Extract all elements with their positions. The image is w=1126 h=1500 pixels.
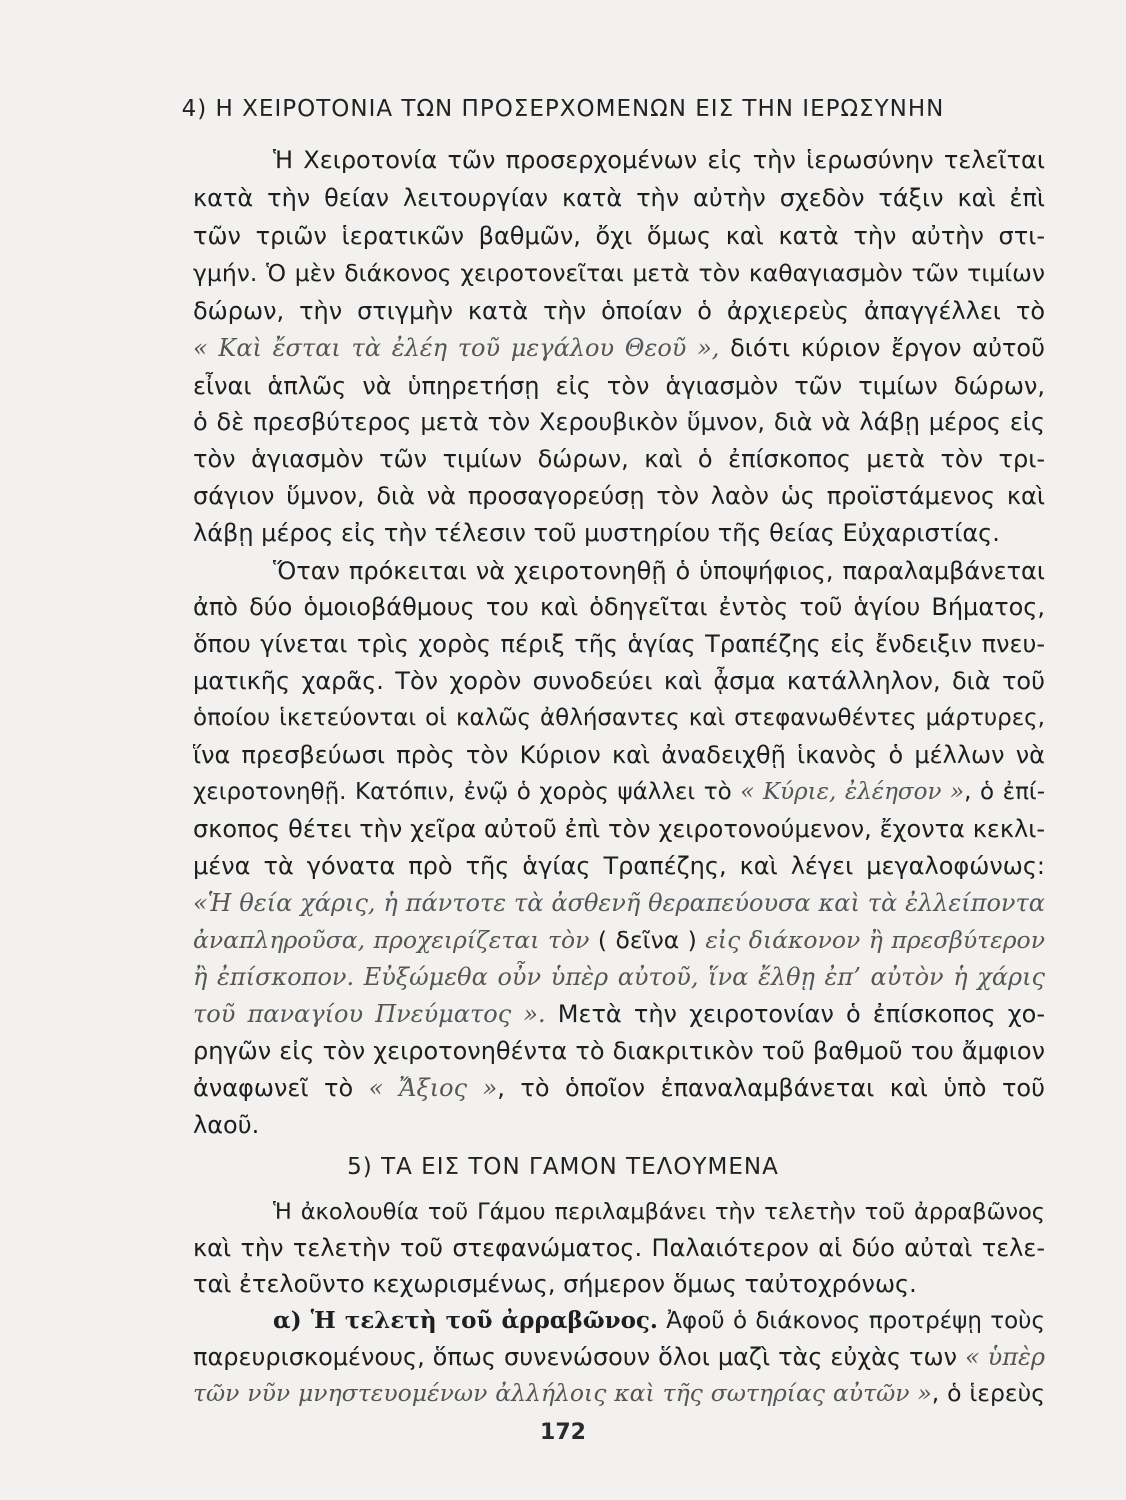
text-line: ἵνα πρεσβεύωσι πρὸς τὸν Κύριον καὶ ἀναδειχθῇ ἱκανὸς ὁ μέλλων νὰ xyxy=(193,741,1045,769)
text-line: « Καὶ ἔσται τὰ ἐλέη τοῦ μεγάλου Θεοῦ », διότι κύριον ἔργον αὐτοῦ xyxy=(193,334,1045,362)
text-line: ὁποίου ἱκετεύονται οἱ καλῶς ἀθλήσαντες καὶ στεφανωθέντες μάρτυρες, xyxy=(193,705,1045,731)
quote-italic: «Ἡ θεία χάρις, ἡ πάντοτε τὰ ἀσθενῆ θεραπεύουσα καὶ τὰ ἐλλείποντα xyxy=(193,889,1045,917)
quote-italic: ἢ ἐπίσκοπον. Εὐξώμεθα οὖν ὑπὲρ αὐτοῦ, ἵνα ἔλθῃ ἐπ’ αὐτὸν ἡ χάρις xyxy=(193,963,1045,991)
text-line: ματικῆς χαρᾶς. Τὸν χορὸν συνοδεύει καὶ ᾆσμα κατάλληλον, διὰ τοῦ xyxy=(193,667,1045,695)
text-line xyxy=(193,887,1045,921)
text-line: Ὅταν πρόκειται νὰ χειροτονηθῇ ὁ ὑποψήφιος, παραλαμβάνεται xyxy=(273,557,1045,585)
section-heading-ordination: 4) Η ΧΕΙΡΟΤΟΝΙΑ ΤΩΝ ΠΡΟΣΕΡΧΟΜΕΝΩΝ ΕΙΣ ΤΗΝ ΙΕΡΩΣΥΝΗΝ xyxy=(181,96,945,122)
text-line: τοῦ παναγίου Πνεύματος ». Μετὰ τὴν χειροτονίαν ὁ ἐπίσκοπος χο- xyxy=(193,1000,1045,1028)
text-line: α) Ἡ τελετὴ τοῦ ἀρραβῶνος. Ἀφοῦ ὁ διάκονος προτρέψῃ τοὺς xyxy=(273,1307,1045,1334)
text-line: τῶν νῦν μνηστευομένων ἀλλήλοις καὶ τῆς σωτηρίας αὐτῶν », ὁ ἱερεὺς xyxy=(193,1379,1045,1407)
text-line: Ἡ Χειροτονία τῶν προσερχομένων εἰς τὴν ἱερωσύνην τελεῖται xyxy=(273,146,1045,174)
text-line: λάβῃ μέρος εἰς τὴν τέλεσιν τοῦ μυστηρίου τῆς θείας Εὐχαριστίας. xyxy=(193,519,1000,547)
text-line: ταὶ ἐτελοῦντο κεχωρισμένως, σήμερον ὅμως ταὐτοχρόνως. xyxy=(193,1270,917,1298)
text-line: χειροτονηθῇ. Κατόπιν, ἐνῷ ὁ χορὸς ψάλλει τὸ « Κύριε, ἐλέησον », ὁ ἐπί- xyxy=(193,779,1045,805)
text-line: τὸν ἁγιασμὸν τῶν τιμίων δώρων, καὶ ὁ ἐπίσκοπος μετὰ τὸν τρι- xyxy=(193,445,1045,473)
text-line: εἶναι ἁπλῶς νὰ ὑπηρετήσῃ εἰς τὸν ἁγιασμὸν τῶν τιμίων δώρων, xyxy=(193,372,1045,400)
text-line: ἀναφωνεῖ τὸ « Ἄξιος », τὸ ὁποῖον ἐπαναλαμβάνεται καὶ ὑπὸ τοῦ xyxy=(193,1074,1045,1102)
quote-italic: « Καὶ ἔσται τὰ ἐλέη τοῦ μεγάλου Θεοῦ », xyxy=(193,334,720,362)
text-line xyxy=(193,961,1045,995)
text-line: Ἡ ἀκολουθία τοῦ Γάμου περιλαμβάνει τὴν τελετὴν τοῦ ἀρραβῶνος xyxy=(273,1199,1045,1225)
text-line: κατὰ τὴν θείαν λειτουργίαν κατὰ τὴν αὐτὴν σχεδὸν τάξιν καὶ ἐπὶ xyxy=(193,184,1045,212)
text-line: δώρων, τὴν στιγμὴν κατὰ τὴν ὁποίαν ὁ ἀρχιερεὺς ἀπαγγέλλει τὸ xyxy=(193,297,1045,325)
text-line: μένα τὰ γόνατα πρὸ τῆς ἁγίας Τραπέζης, καὶ λέγει μεγαλοφώνως: xyxy=(193,852,1045,880)
quote-italic: « Κύριε, ἐλέησον » xyxy=(740,779,965,805)
text-line: σάγιον ὕμνον, διὰ νὰ προσαγορεύσῃ τὸν λαὸν ὡς προϊστάμενος καὶ xyxy=(193,482,1045,510)
text-line: σκοπος θέτει τὴν χεῖρα αὐτοῦ ἐπὶ τὸν χειροτονούμενον, ἔχοντα κεκλι- xyxy=(193,815,1045,843)
text-line: γμήν. Ὁ μὲν διάκονος χειροτονεῖται μετὰ τὸν καθαγιασμὸν τῶν τιμίων xyxy=(193,259,1045,287)
text-line: ἀναπληροῦσα, προχειρίζεται τὸν ( δεῖνα ) εἰς διάκονον ἢ πρεσβύτερον xyxy=(193,926,1045,954)
text-line: ὅπου γίνεται τρὶς χορὸς πέριξ τῆς ἁγίας Τραπέζης εἰς ἔνδειξιν πνευ- xyxy=(193,630,1045,658)
text-line: καὶ τὴν τελετὴν τοῦ στεφανώματος. Παλαιότερον αἱ δύο αὐταὶ τελε- xyxy=(193,1234,1045,1262)
section-heading-marriage: 5) ΤΑ ΕΙΣ ΤΟΝ ΓΑΜΟΝ ΤΕΛΟΥΜΕΝΑ xyxy=(347,1154,779,1180)
text-line: λαοῦ. xyxy=(193,1111,260,1139)
text-line: ὁ δὲ πρεσβύτερος μετὰ τὸν Χερουβικὸν ὕμνον, διὰ νὰ λάβῃ μέρος εἰς xyxy=(193,408,1045,436)
text-line: ἀπὸ δύο ὁμοιοβάθμους του καὶ ὁδηγεῖται ἐντὸς τοῦ ἁγίου Βήματος, xyxy=(193,593,1045,621)
text-line: τῶν τριῶν ἱερατικῶν βαθμῶν, ὄχι ὅμως καὶ κατὰ τὴν αὐτὴν στι- xyxy=(193,222,1045,250)
quote-italic: « Ἄξιος » xyxy=(368,1074,498,1102)
page-number: 172 xyxy=(540,1420,586,1445)
text-line: παρευρισκομένους, ὅπως συνενώσουν ὅλοι μαζὶ τὰς εὐχὰς των « ὑπὲρ xyxy=(193,1343,1045,1371)
subsection-title: α) Ἡ τελετὴ τοῦ ἀρραβῶνος. xyxy=(273,1307,658,1334)
text-line: ρηγῶν εἰς τὸν χειροτονηθέντα τὸ διακριτικὸν τοῦ βαθμοῦ του ἄμφιον xyxy=(193,1037,1045,1065)
